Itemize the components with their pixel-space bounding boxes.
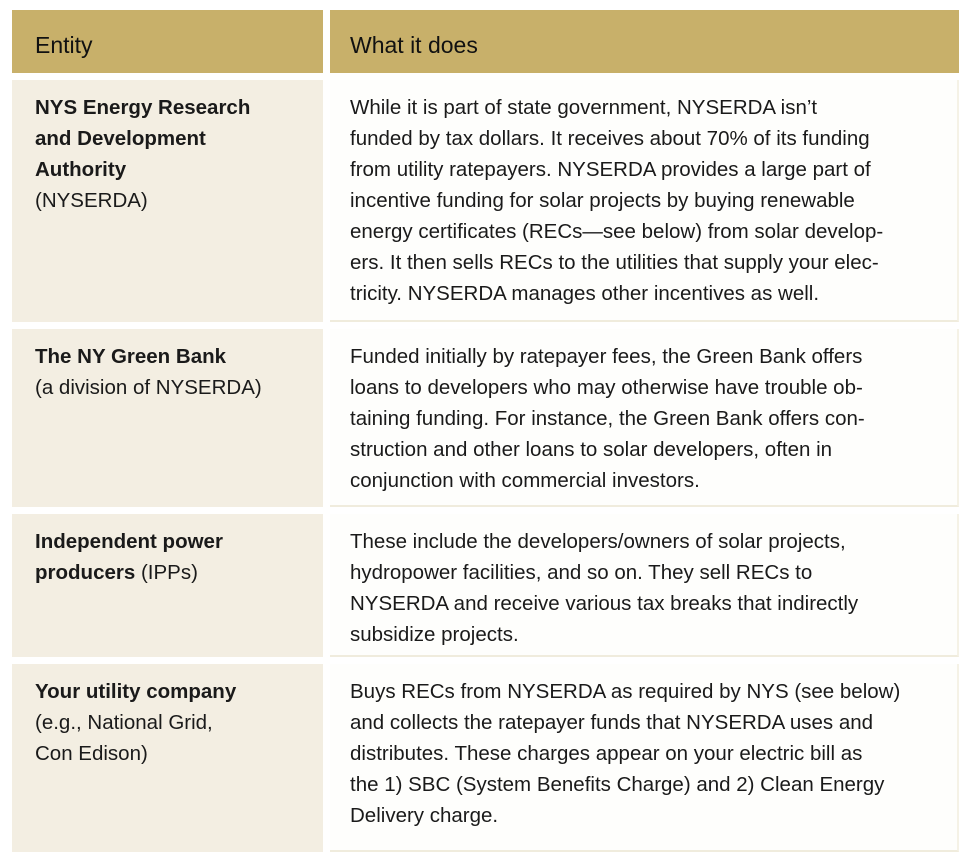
description-line: tricity. NYSERDA manages other incentives as well. (350, 282, 820, 305)
entity-name: Independent power (35, 530, 223, 553)
description-line: NYSERDA and receive various tax breaks that indirectly (350, 592, 859, 615)
description-line: These include the developers/owners of solar projects, (350, 530, 846, 553)
table-header (12, 10, 959, 73)
entity-name-line (35, 557, 313, 588)
description-line: While it is part of state government, NYSERDA isn’t (350, 96, 818, 119)
table-body (12, 73, 959, 852)
description-line: ers. It then sells RECs to the utilities that supply your elec- (350, 251, 879, 274)
description-line: hydropower facilities, and so on. They sell RECs to (350, 561, 813, 584)
entity-cell (12, 514, 323, 657)
description-cell (330, 329, 959, 507)
description-line: energy certificates (RECs—see below) from solar develop- (350, 220, 884, 243)
row-gap (12, 657, 959, 664)
entity-name: Authority (35, 158, 127, 181)
description-line: loans to developers who may otherwise have trouble ob- (350, 376, 863, 399)
description-line: Delivery charge. (350, 804, 499, 827)
entity-name: producers (35, 561, 136, 584)
table-row (12, 80, 959, 322)
entity-subtitle: Con Edison) (35, 742, 148, 765)
entity-name: and Development (35, 127, 206, 150)
description-line: funded by tax dollars. It receives about 70% of its funding (350, 127, 870, 150)
entity-cell (12, 80, 323, 322)
description-line: Funded initially by ratepayer fees, the Green Bank offers (350, 345, 863, 368)
entity-name: The NY Green Bank (35, 345, 227, 368)
entity-cell (12, 664, 323, 852)
description-line: Buys RECs from NYSERDA as required by NYS (see below) (350, 680, 901, 703)
entity-subtitle: (NYSERDA) (35, 189, 148, 212)
description-line: struction and other loans to solar developers, often in (350, 438, 833, 461)
entity-subtitle: (e.g., National Grid, (35, 711, 213, 734)
header-what-it-does: What it does (330, 10, 959, 73)
entity-table (12, 10, 959, 852)
entity-cell (12, 329, 323, 507)
description-line: distributes. These charges appear on your electric bill as (350, 742, 863, 765)
entity-name: Your utility company (35, 680, 237, 703)
entity-subtitle: (a division of NYSERDA) (35, 376, 262, 399)
description-line: conjunction with commercial investors. (350, 469, 700, 492)
description-line: incentive funding for solar projects by buying renewable (350, 189, 855, 212)
description-line: subsidize projects. (350, 623, 519, 646)
table-row (12, 514, 959, 657)
description-line: from utility ratepayers. NYSERDA provides a large part of (350, 158, 871, 181)
description-line: taining funding. For instance, the Green Bank offers con- (350, 407, 865, 430)
entity-name: NYS Energy Research (35, 96, 251, 119)
description-cell (330, 514, 959, 657)
description-line: and collects the ratepayer funds that NYSERDA uses and (350, 711, 874, 734)
table-row (12, 329, 959, 507)
row-gap (12, 507, 959, 514)
table-row (12, 664, 959, 852)
row-gap (12, 322, 959, 329)
header-entity: Entity (12, 10, 323, 73)
description-cell (330, 664, 959, 852)
row-gap (12, 73, 959, 80)
description-cell (330, 80, 959, 322)
entity-abbreviation: (IPPs) (135, 561, 198, 584)
description-line: the 1) SBC (System Benefits Charge) and 2) Clean Energy (350, 773, 885, 796)
